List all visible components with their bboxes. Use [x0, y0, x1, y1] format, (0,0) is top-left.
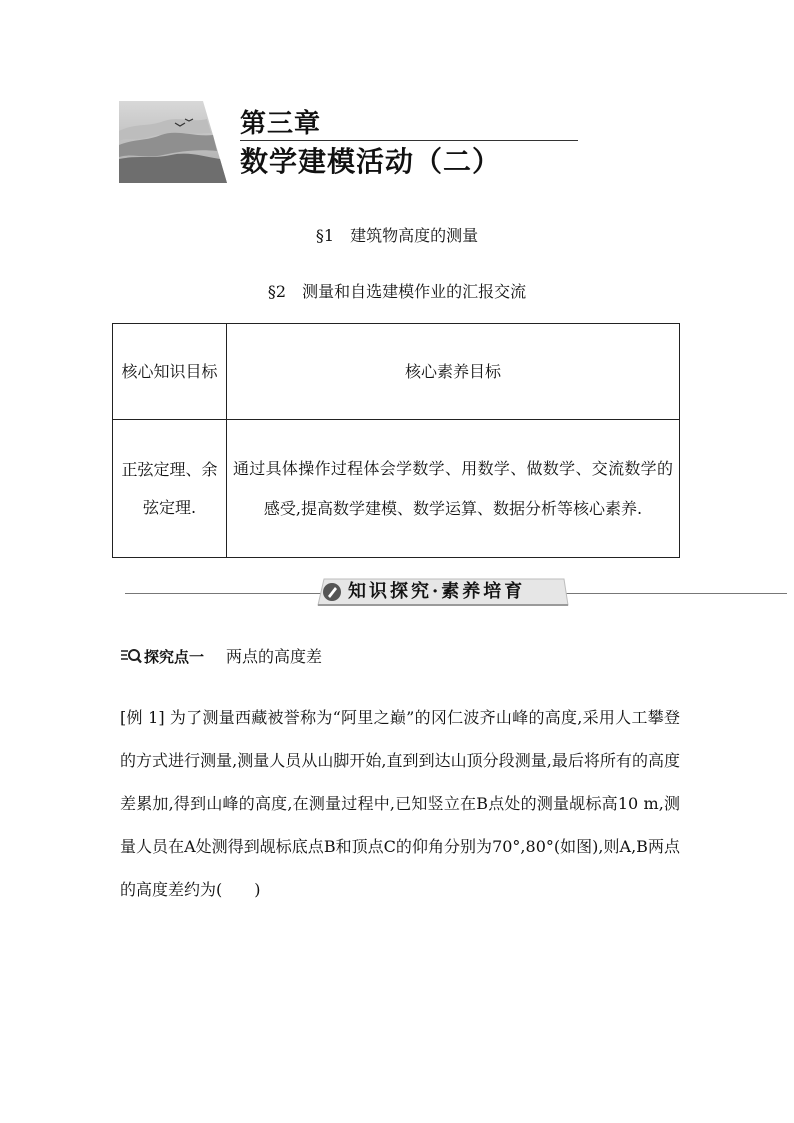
explore-title: 两点的高度差	[226, 647, 323, 666]
pen-icon	[322, 582, 342, 602]
goal-table-body-row	[113, 420, 680, 558]
goal-table-body-knowledge: 正弦定理、余弦定理.	[113, 420, 227, 558]
section-heading-2: §2 测量和自选建模作业的汇报交流	[267, 282, 527, 301]
goal-table-header-row	[113, 324, 680, 420]
section-banner	[314, 577, 570, 607]
chapter-divider	[240, 140, 578, 141]
chapter-number: 第三章	[240, 109, 322, 139]
explore-label: 探究点一	[144, 648, 205, 666]
section-heading-1: §1 建筑物高度的测量	[315, 226, 479, 245]
goal-table-body-competency: 通过具体操作过程体会学数学、用数学、做数学、交流数学的感受,提高数学建模、数学运算、数据分析等核心素养.	[227, 420, 680, 558]
goal-table-header-knowledge: 核心知识目标	[113, 324, 227, 420]
chapter-title: 数学建模活动（二）	[240, 145, 502, 178]
goal-table-header-competency: 核心素养目标	[227, 324, 680, 420]
example-1-text: [例 1] 为了测量西藏被誉称为“阿里之巅”的冈仁波齐山峰的高度,采用人工攀登的方式进行测量,测量人员从山脚开始,直到到达山顶分段测量,最后将所有的高度差累加,得到山峰的高度,在测量过程中,已知竖立在B点处的测量觇标高10 m,测量人员在A处测得到觇标底点B和顶点C的仰角分别为70°,80°(如图),则A,B两点的高度差约为( )	[120, 708, 680, 899]
banner-title: 知识探究·素养培育	[348, 581, 526, 602]
explore-point	[120, 646, 322, 668]
chapter-landscape-image	[119, 101, 227, 183]
magnifier-icon	[120, 648, 142, 664]
goal-table	[112, 323, 680, 558]
